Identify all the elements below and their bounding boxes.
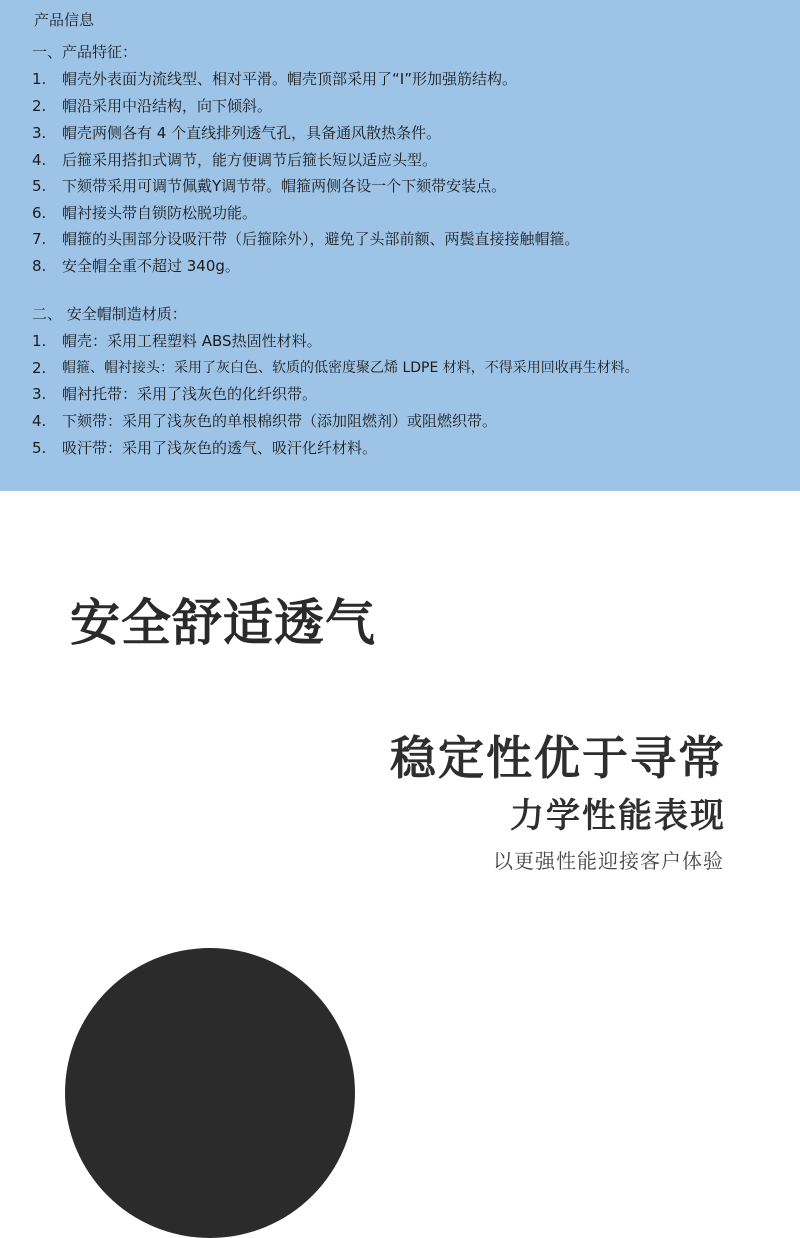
item-text: 后箍采用搭扣式调节，能方便调节后箍长短以适应头型。 bbox=[62, 151, 438, 169]
item-text: 帽箍的头围部分设吸汗带（后箍除外），避免了头部前额、两鬓直接接触帽箍。 bbox=[62, 230, 580, 248]
item-number: 5. bbox=[32, 177, 47, 195]
item-number: 1. bbox=[32, 70, 47, 88]
info-heading: 产品信息 bbox=[34, 11, 95, 29]
item-text: 帽壳两侧各有 4 个直线排列透气孔，具备通风散热条件。 bbox=[62, 124, 442, 142]
item-number: 2. bbox=[32, 97, 47, 115]
item-text: 下颏带采用可调节佩戴Y调节带。帽箍两侧各设一个下颏带安装点。 bbox=[62, 177, 507, 195]
item-text: 下颏带：采用了浅灰色的单根棉织带（添加阻燃剂）或阻燃织带。 bbox=[62, 412, 498, 430]
item-text: 帽壳：采用工程塑料 ABS热固性材料。 bbox=[62, 332, 322, 350]
item-number: 4. bbox=[32, 412, 47, 430]
section1-title: 一、产品特征： bbox=[32, 43, 138, 61]
item-number: 5. bbox=[32, 439, 47, 457]
section2-title: 二、 安全帽制造材质： bbox=[32, 305, 187, 323]
feature-title: 稳定性优于寻常 bbox=[390, 731, 726, 785]
item-text: 帽壳外表面为流线型、相对平滑。帽壳顶部采用了“I”形加强筋结构。 bbox=[62, 70, 517, 88]
decorative-dark-circle bbox=[65, 948, 355, 1238]
item-text: 帽箍、帽衬接头：采用了灰白色、软质的低密度聚乙烯 LDPE 材料，不得采用回收再生材料。 bbox=[62, 360, 639, 376]
feature-subtitle: 力学性能表现 bbox=[510, 796, 726, 836]
item-text: 帽衬托带：采用了浅灰色的化纤织带。 bbox=[62, 385, 318, 403]
slogan-heading: 安全舒适透气 bbox=[70, 594, 376, 652]
item-number: 7. bbox=[32, 230, 47, 248]
item-text: 帽衬接头带自锁防松脱功能。 bbox=[62, 204, 258, 222]
item-number: 1. bbox=[32, 332, 47, 350]
item-text: 安全帽全重不超过 340g。 bbox=[62, 257, 240, 275]
item-number: 6. bbox=[32, 204, 47, 222]
item-number: 2. bbox=[32, 359, 47, 377]
item-number: 4. bbox=[32, 151, 47, 169]
item-number: 3. bbox=[32, 385, 47, 403]
product-info-panel bbox=[0, 0, 800, 491]
item-text: 吸汗带：采用了浅灰色的透气、吸汗化纤材料。 bbox=[62, 439, 378, 457]
item-number: 8. bbox=[32, 257, 47, 275]
feature-description: 以更强性能迎接客户体验 bbox=[493, 849, 724, 873]
item-text: 帽沿采用中沿结构，向下倾斜。 bbox=[62, 97, 273, 115]
item-number: 3. bbox=[32, 124, 47, 142]
